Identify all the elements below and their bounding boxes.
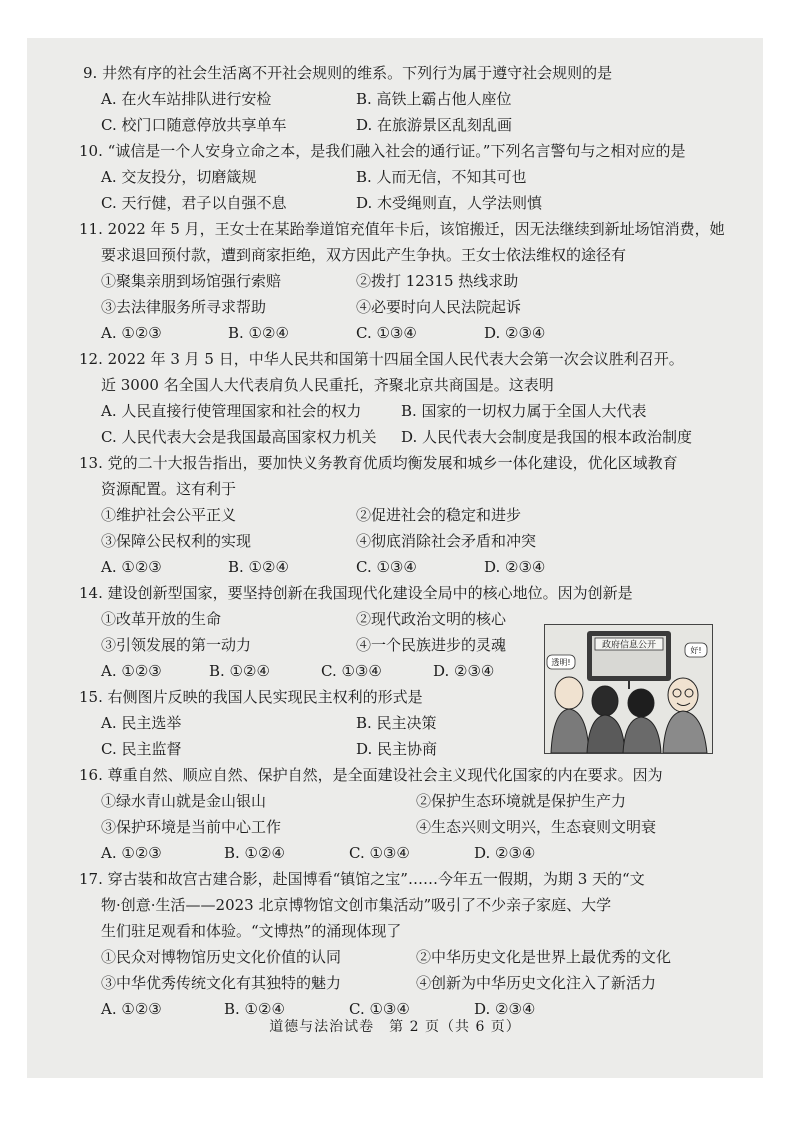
option-a: A. ①②③ xyxy=(101,558,162,576)
option-d: D. ②③④ xyxy=(484,558,546,576)
option-a: A. 民主选举 xyxy=(101,714,182,732)
item-4: ④创新为中华历史文化注入了新活力 xyxy=(416,974,657,992)
option-d: D. ②③④ xyxy=(433,662,495,680)
item-1: ①改革开放的生命 xyxy=(101,610,222,628)
person-3-body xyxy=(623,717,661,753)
illustration-government-info-board xyxy=(544,624,713,754)
option-d: D. 木受绳则直，人学法则慎 xyxy=(356,194,543,212)
item-1: ①绿水青山就是金山银山 xyxy=(101,792,267,810)
option-d: D. ②③④ xyxy=(474,1000,536,1018)
option-a: A. ①②③ xyxy=(101,844,162,862)
question-12 xyxy=(79,346,759,450)
item-2: ②保护生态环境就是保护生产力 xyxy=(416,792,627,810)
item-4: ④生态兴则文明兴，生态衰则文明衰 xyxy=(416,818,657,836)
person-3-head xyxy=(628,689,654,717)
option-b: B. 民主决策 xyxy=(356,714,437,732)
questions-area xyxy=(79,60,759,1022)
option-b: B. ①②④ xyxy=(209,662,270,680)
question-stem: 17. 穿古装和故宫古建合影，赴国博看“镇馆之宝”……今年五一假期，为期 3 天的“文 xyxy=(79,870,645,888)
item-3: ③去法律服务所寻求帮助 xyxy=(101,298,267,316)
item-3: ③引领发展的第一动力 xyxy=(101,636,252,654)
item-2: ②中华历史文化是世界上最优秀的文化 xyxy=(416,948,672,966)
question-9 xyxy=(79,60,759,138)
question-stem: 15. 右侧图片反映的我国人民实现民主权利的形式是 xyxy=(79,688,423,706)
cartoon-crowd-image xyxy=(545,625,712,753)
option-a: A. 交友投分，切磨箴规 xyxy=(101,168,257,186)
question-stem-cont: 生们驻足观看和体验。“文博热”的涌现体现了 xyxy=(101,922,402,940)
exam-page xyxy=(27,38,763,1078)
option-d: D. 人民代表大会制度是我国的根本政治制度 xyxy=(401,428,693,446)
item-2: ②现代政治文明的核心 xyxy=(356,610,507,628)
question-stem: 10. “诚信是一个人安身立命之本，是我们融入社会的通行证。”下列名言警句与之相对应的是 xyxy=(79,142,686,160)
question-stem-cont: 物·创意·生活——2023 北京博物馆文创市集活动”吸引了不少亲子家庭、大学 xyxy=(101,896,612,914)
person-right-body xyxy=(663,711,707,753)
question-stem: 9. 井然有序的社会生活离不开社会规则的维系。下列行为属于遵守社会规则的是 xyxy=(83,64,613,82)
option-c: C. 民主监督 xyxy=(101,740,182,758)
option-d: D. ②③④ xyxy=(474,844,536,862)
option-c: C. 校门口随意停放共享单车 xyxy=(101,116,287,134)
item-4: ④一个民族进步的灵魂 xyxy=(356,636,507,654)
person-left-head xyxy=(555,677,583,709)
item-2: ②拨打 12315 热线求助 xyxy=(356,272,519,290)
question-stem-cont: 要求退回预付款，遭到商家拒绝，双方因此产生争执。王女士依法维权的途径有 xyxy=(101,246,627,264)
person-2-body xyxy=(587,715,625,753)
option-c: C. ①③④ xyxy=(321,662,382,680)
item-1: ①维护社会公平正义 xyxy=(101,506,237,524)
option-a: A. 在火车站排队进行安检 xyxy=(101,90,272,108)
option-b: B. ①②④ xyxy=(224,1000,285,1018)
option-c: C. 人民代表大会是我国最高国家权力机关 xyxy=(101,428,377,446)
person-2-head xyxy=(592,686,618,716)
board-title: 政府信息公开 xyxy=(601,640,657,651)
question-stem-cont: 资源配置。这有利于 xyxy=(101,480,237,498)
item-4: ④必要时向人民法院起诉 xyxy=(356,298,522,316)
question-11 xyxy=(79,216,759,346)
question-stem: 13. 党的二十大报告指出，要加快义务教育优质均衡发展和城乡一体化建设，优化区域教育 xyxy=(79,454,678,472)
option-b: B. ①②④ xyxy=(228,558,289,576)
question-17 xyxy=(79,866,759,1022)
item-1: ①民众对博物馆历史文化价值的认同 xyxy=(101,948,342,966)
question-stem: 14. 建设创新型国家，要坚持创新在我国现代化建设全局中的核心地位。因为创新是 xyxy=(79,584,633,602)
option-b: B. 国家的一切权力属于全国人大代表 xyxy=(401,402,647,420)
question-stem: 12. 2022 年 3 月 5 日，中华人民共和国第十四届全国人民代表大会第一次会议胜利召开。 xyxy=(79,350,684,368)
option-c: C. ①③④ xyxy=(356,558,417,576)
person-right-head xyxy=(668,678,698,712)
option-b: B. 人而无信，不知其可也 xyxy=(356,168,527,186)
question-stem: 11. 2022 年 5 月，王女士在某跆拳道馆充值年卡后，该馆搬迁，因无法继续到新址场馆消费，她 xyxy=(79,220,725,238)
option-a: A. ①②③ xyxy=(101,662,162,680)
item-3: ③保护环境是当前中心工作 xyxy=(101,818,282,836)
question-10 xyxy=(79,138,759,216)
item-4: ④彻底消除社会矛盾和冲突 xyxy=(356,532,537,550)
item-3: ③中华优秀传统文化有其独特的魅力 xyxy=(101,974,342,992)
option-c: C. ①③④ xyxy=(349,844,410,862)
option-a: A. 人民直接行使管理国家和社会的权力 xyxy=(101,402,362,420)
option-d: D. 在旅游景区乱刻乱画 xyxy=(356,116,513,134)
left-bubble-text: 透明! xyxy=(551,658,571,667)
page-footer: 道德与法治试卷 第 2 页（共 6 页） xyxy=(269,1019,521,1035)
question-13 xyxy=(79,450,759,580)
option-a: A. ①②③ xyxy=(101,324,162,342)
question-16 xyxy=(79,762,759,866)
option-d: D. 民主协商 xyxy=(356,740,438,758)
option-c: C. ①③④ xyxy=(349,1000,410,1018)
option-c: C. 天行健，君子以自强不息 xyxy=(101,194,287,212)
question-stem-cont: 近 3000 名全国人大代表肩负人民重托，齐聚北京共商国是。这表明 xyxy=(101,376,554,394)
item-1: ①聚集亲朋到场馆强行索赔 xyxy=(101,272,282,290)
option-b: B. ①②④ xyxy=(224,844,285,862)
person-left-body xyxy=(551,709,589,753)
item-3: ③保障公民权利的实现 xyxy=(101,532,252,550)
question-stem: 16. 尊重自然、顺应自然、保护自然，是全面建设社会主义现代化国家的内在要求。因为 xyxy=(79,766,663,784)
option-c: C. ①③④ xyxy=(356,324,417,342)
option-b: B. 高铁上霸占他人座位 xyxy=(356,90,512,108)
option-d: D. ②③④ xyxy=(484,324,546,342)
option-b: B. ①②④ xyxy=(228,324,289,342)
item-2: ②促进社会的稳定和进步 xyxy=(356,506,522,524)
right-bubble-text: 好! xyxy=(690,646,702,655)
option-a: A. ①②③ xyxy=(101,1000,162,1018)
